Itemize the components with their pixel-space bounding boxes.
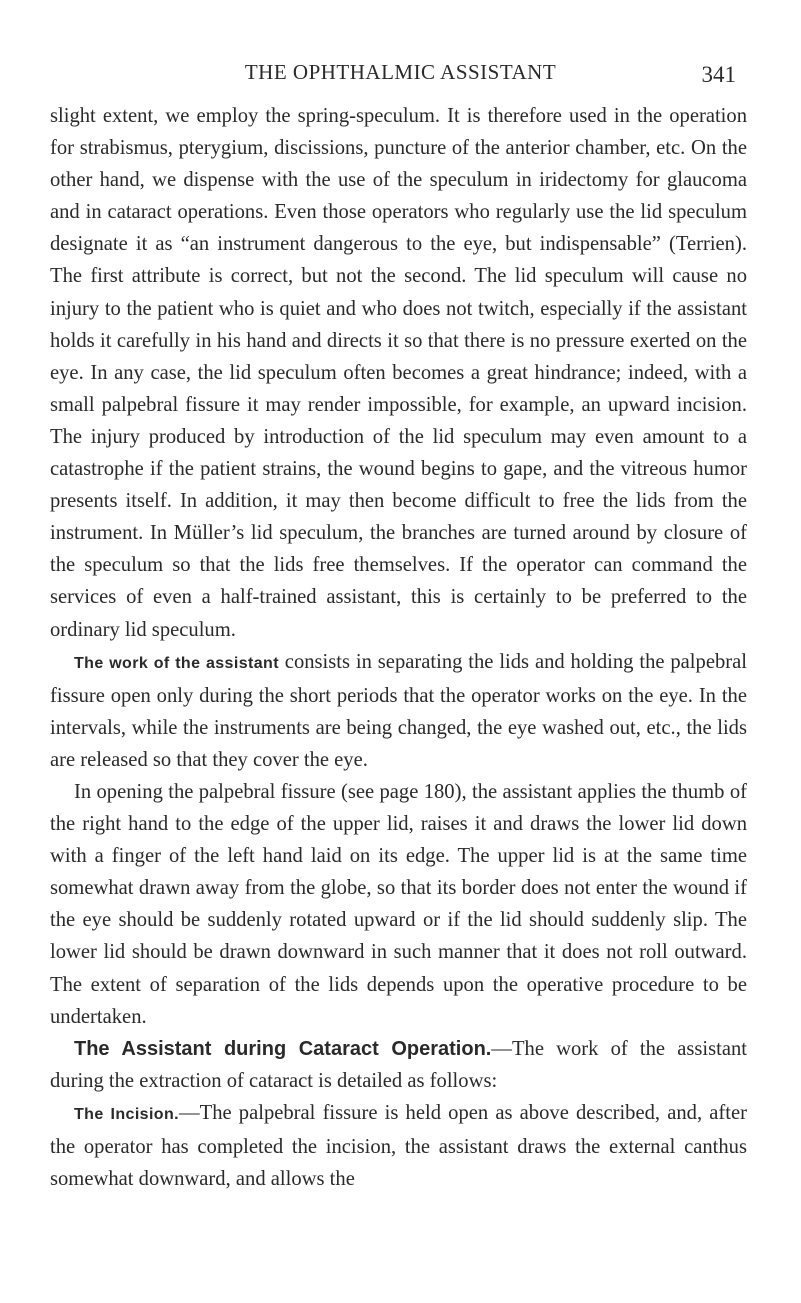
paragraph-2-text: consists in separating the lids and holding the palpebral fissure open only during the short periods that the operator works on the eye. In the intervals, while the instruments are being changed, the eye washed out, etc., the lids are released so that they cover the eye. (50, 650, 747, 771)
paragraph-1-text: slight extent, we employ the spring-speculum. It is therefore used in the operation for strabismus, pterygium, discissions, puncture of the anterior chamber, etc. On the other hand, we dispense with the use of the speculum in iridectomy for glaucoma and in cataract operations. Even those operators who regularly use the lid speculum designate it as “an instrument dangerous to the eye, but indispensable” (Terrien). The first attribute is correct, but not the second. The lid speculum will cause no injury to the patient who is quiet and who does not twitch, especially if the assistant holds it carefully in his hand and directs it so that there is no pressure exerted on the eye. In any case, the lid speculum often becomes a great hindrance; indeed, with a small palpebral fissure it may render impossible, for example, an upward incision. The injury produced by introduction of the lid speculum may even amount to a catastrophe if the patient strains, the wound begins to gape, and the vitreous humor presents itself. In addition, it may then become difficult to free the lids from the instrument. In Müller’s lid speculum, the branches are turned around by closure of the speculum so that the lids free themselves. If the operator can command the services of even a half-trained assistant, this is certainly to be preferred to the ordinary lid speculum. (50, 105, 747, 641)
paragraph-3 (50, 776, 747, 1033)
paragraph-5-text: —The palpebral fissure is held open as above described, and, after the operator has completed the incision, the assistant draws the external canthus somewhat downward, and allows the (50, 1101, 747, 1191)
paragraph-4-text: —The work of the assistant during the extraction of cataract is detailed as follows: (50, 1037, 747, 1092)
running-title: THE OPHTHALMIC ASSISTANT (244, 60, 557, 84)
paragraph-5 (50, 1097, 747, 1195)
page-number: 341 (701, 62, 736, 87)
assistant-work-lead: The work of the assistant (74, 654, 279, 672)
paragraph-3-text: In opening the palpebral fissure (see page 180), the assistant applies the thumb of the right hand to the edge of the upper lid, raises it and draws the lower lid down with a finger of the left hand laid on its edge. The upper lid is at the same time somewhat drawn away from the globe, so that its border does not enter the wound if the eye should be suddenly rotated upward or if the lid should suddenly slip. The lower lid should be drawn downward in such manner that it does not roll outward. The extent of separation of the lids depends upon the operative procedure to be undertaken. (50, 780, 747, 1028)
paragraph-2 (50, 646, 747, 776)
paragraph-1 (50, 100, 747, 646)
cataract-section-heading: The Assistant during Cataract Operation. (74, 1037, 492, 1060)
page-header (0, 60, 801, 100)
incision-lead: The Incision. (74, 1105, 180, 1123)
body-text (50, 100, 747, 1195)
paragraph-4 (50, 1033, 747, 1097)
